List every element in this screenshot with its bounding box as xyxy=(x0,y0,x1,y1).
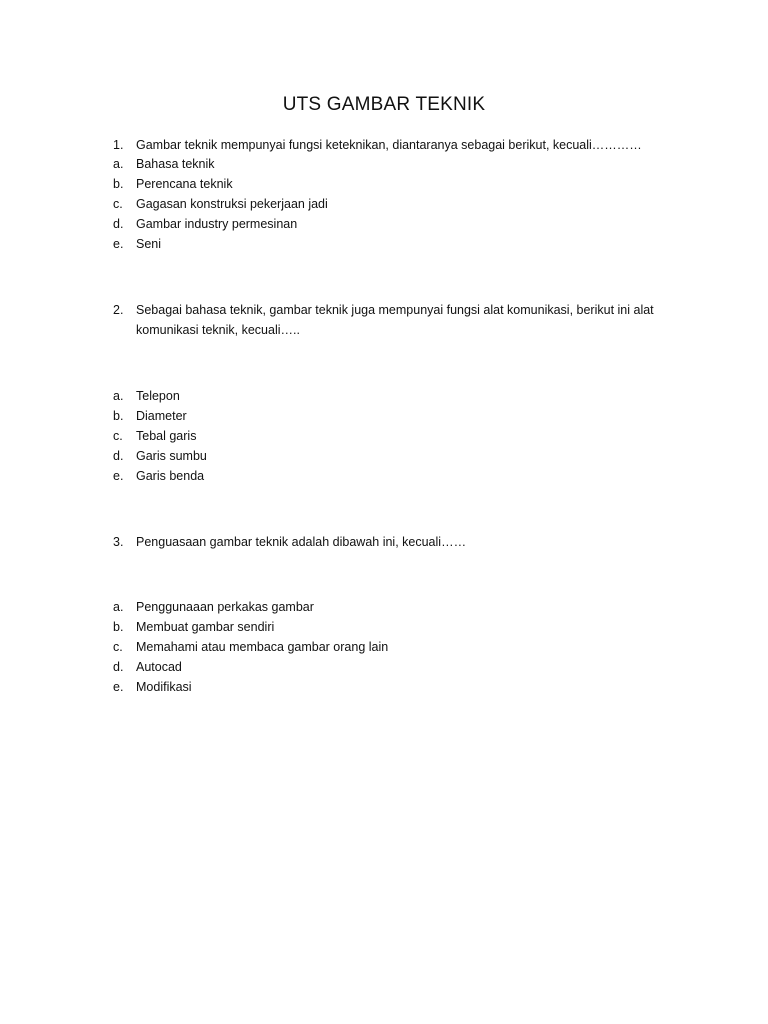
option-item xyxy=(113,406,187,426)
question-text: Gambar teknik mempunyai fungsi keteknikan, diantaranya sebagai berikut, kecuali………… xyxy=(136,138,642,152)
option-label: c. xyxy=(113,197,123,211)
question-text: Penguasaan gambar teknik adalah dibawah ini, kecuali…… xyxy=(136,535,467,549)
option-item xyxy=(113,466,204,486)
question-text: Sebagai bahasa teknik, gambar teknik juga mempunyai fungsi alat komunikasi, berikut ini alat xyxy=(136,303,654,317)
option-label: e. xyxy=(113,680,124,694)
option-text: Bahasa teknik xyxy=(136,157,215,171)
option-item xyxy=(113,637,388,657)
option-item xyxy=(113,174,233,194)
option-text: Garis sumbu xyxy=(136,449,207,463)
question-number: 3. xyxy=(113,535,124,549)
option-text: Tebal garis xyxy=(136,429,197,443)
question-1 xyxy=(113,135,642,155)
option-text: Penggunaaan perkakas gambar xyxy=(136,600,314,614)
option-item xyxy=(113,426,196,446)
option-text: Garis benda xyxy=(136,469,205,483)
option-text: Membuat gambar sendiri xyxy=(136,620,275,634)
option-label: c. xyxy=(113,429,123,443)
option-item xyxy=(113,597,314,617)
option-text: Memahami atau membaca gambar orang lain xyxy=(136,640,389,654)
option-item xyxy=(113,446,207,466)
option-text: Telepon xyxy=(136,389,180,403)
option-text: Perencana teknik xyxy=(136,177,233,191)
option-item xyxy=(113,154,215,174)
option-label: d. xyxy=(113,660,124,674)
option-item xyxy=(113,194,328,214)
option-label: a. xyxy=(113,157,124,171)
option-item xyxy=(113,617,274,637)
question-number: 1. xyxy=(113,138,124,152)
option-label: b. xyxy=(113,620,124,634)
option-label: e. xyxy=(113,469,124,483)
option-text: Diameter xyxy=(136,409,187,423)
option-label: a. xyxy=(113,600,124,614)
option-label: a. xyxy=(113,389,124,403)
page-title: UTS GAMBAR TEKNIK xyxy=(282,94,486,115)
option-item xyxy=(113,386,180,406)
question-number: 2. xyxy=(113,303,124,317)
option-text: Gagasan konstruksi pekerjaan jadi xyxy=(136,197,328,211)
option-label: d. xyxy=(113,449,124,463)
question-text-continued: komunikasi teknik, kecuali….. xyxy=(136,323,300,337)
option-label: b. xyxy=(113,177,124,191)
option-text: Modifikasi xyxy=(136,680,192,694)
option-label: e. xyxy=(113,237,124,251)
option-label: c. xyxy=(113,640,123,654)
option-label: b. xyxy=(113,409,124,423)
option-text: Seni xyxy=(136,237,162,251)
option-item xyxy=(113,234,161,254)
option-label: d. xyxy=(113,217,124,231)
option-text: Gambar industry permesinan xyxy=(136,217,298,231)
option-text: Autocad xyxy=(136,660,182,674)
question-2 xyxy=(113,300,654,320)
question-3 xyxy=(113,532,466,552)
option-item xyxy=(113,214,297,234)
option-item xyxy=(113,677,192,697)
option-item xyxy=(113,657,182,677)
